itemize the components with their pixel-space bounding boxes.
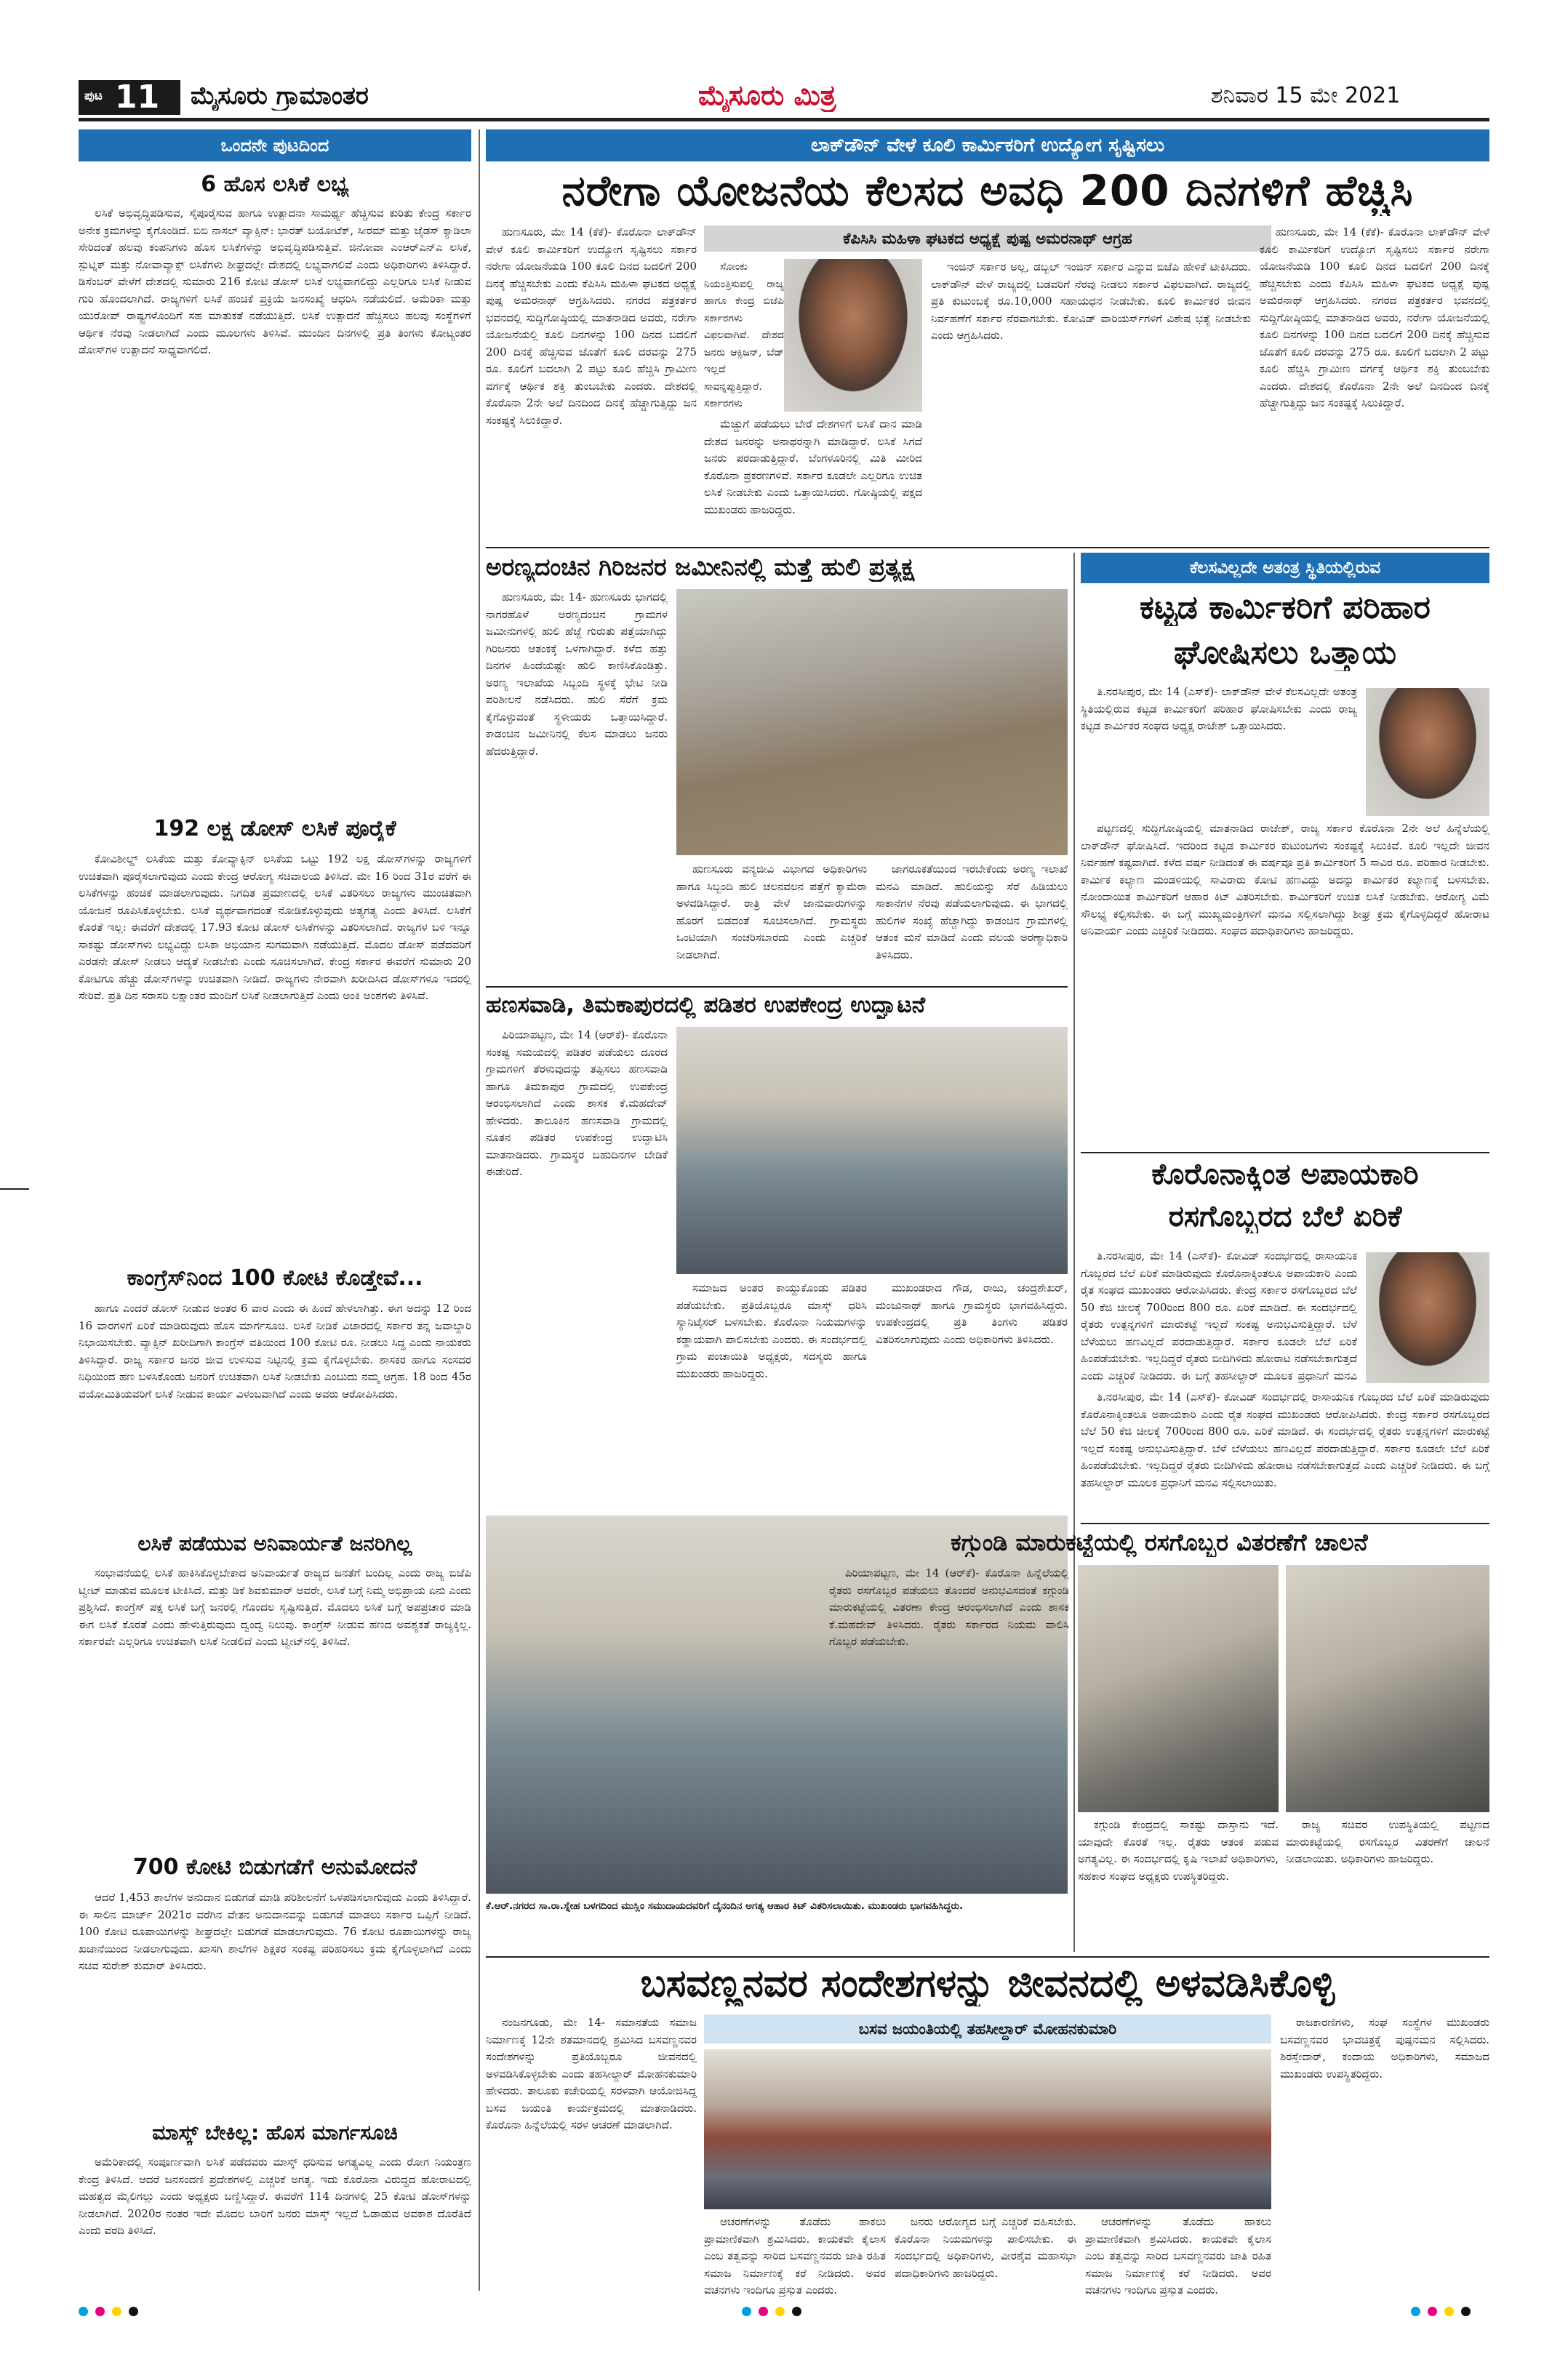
registration-marks-right <box>1411 2305 1491 2320</box>
narega-col-1 <box>486 224 697 543</box>
reg-dot-yellow <box>112 2307 121 2316</box>
tiger-paragraph-b: ಹುಣಸೂರು ವನ್ಯಜೀವಿ ವಿಭಾಗದ ಅಧಿಕಾರಿಗಳು ಹಾಗೂ ಸಿಬ್ಬಂದಿ ಹುಲಿ ಚಲನವಲನ ಪತ್ತೆಗೆ ಕ್ಯಾಮೆರಾ ಅಳವಡಿಸಿದ್ದಾರೆ. ರಾತ್ರಿ ವೇಳೆ ಜಾನುವಾರುಗಳನ್ನು ಹೊರಗೆ ಬಿಡದಂತೆ ಸೂಚಿಸಲಾಗಿದೆ. ಗ್ರಾಮಸ್ಥರು ಒಂಟಿಯಾಗಿ ಸಂಚರಿಸಬಾರದು ಎಂದು ಎಚ್ಚರಿಕೆ ನೀಡಲಾಗಿದೆ. <box>676 862 867 961</box>
left-paragraph-4: ಸಂಭಾವನೆಯಲ್ಲಿ ಲಸಿಕೆ ಹಾಕಿಸಿಕೊಳ್ಳಬೇಕಾದ ಅನಿವಾರ್ಯತೆ ರಾಜ್ಯದ ಜನತೆಗೆ ಬಂದಿಲ್ಲ ಎಂದು ರಾಜ್ಯ ಬಿಜೆಪಿ ಟ್ವೀಟ್ ಮಾಡುವ ಮೂಲಕ ಟೀಕಿಸಿದೆ. ಮತ್ತು ಡಿಕೆ ಶಿವಕುಮಾರ್ ಅವರೇ, ಲಸಿಕೆ ಬಗ್ಗೆ ನಿಮ್ಮ ಅಭಿಪ್ರಾಯ ಏನು ಎಂದು ಪ್ರಶ್ನಿಸಿದೆ. ಕಾಂಗ್ರೆಸ್ ಪಕ್ಷ ಲಸಿಕೆ ಬಗ್ಗೆ ಜನರಲ್ಲಿ ಗೊಂದಲ ಸೃಷ್ಟಿಸುತ್ತಿದೆ. ಮೊದಲು ಲಸಿಕೆ ಬಗ್ಗೆ ಅಪಪ್ರಚಾರ ಮಾಡಿ ಈಗ ಲಸಿಕೆ ಕೊರತೆ ಎಂದು ಹೇಳುತ್ತಿರುವುದು ದ್ವಂದ್ವ ನಿಲುವು. ಕಾಂಗ್ರೆಸ್ ನೀಡುವ ಹಣದ ಅವಶ್ಯಕತೆ ರಾಜ್ಯಕ್ಕಿಲ್ಲ. ಸರ್ಕಾರವೇ ಎಲ್ಲರಿಗೂ ಉಚಿತವಾಗಿ ಲಸಿಕೆ ನೀಡಲಿದೆ ಎಂದು ಟ್ವೀಟ್‌ನಲ್ಲಿ ತಿಳಿಸಿದೆ. <box>79 1566 471 1648</box>
fertilizer-headline-2: ರಸಗೊಬ್ಬರದ ಬೆಲೆ ಏರಿಕೆ <box>1168 1200 1402 1233</box>
ration-paragraph-b: ಸಮಾಜದ ಅಂತರ ಕಾಯ್ದುಕೊಂಡು ಪಡಿತರ ಪಡೆಯಬೇಕು. ಪ್ರತಿಯೊಬ್ಬರೂ ಮಾಸ್ಕ್ ಧರಿಸಿ ಸ್ಯಾನಿಟೈಸರ್ ಬಳಸಬೇಕು. ಕೊರೊನಾ ನಿಯಮಗಳನ್ನು ಕಡ್ಡಾಯವಾಗಿ ಪಾಲಿಸಬೇಕು ಎಂದರು. ಈ ಸಂದರ್ಭದಲ್ಲಿ ಗ್ರಾಮ ಪಂಚಾಯಿತಿ ಅಧ್ಯಕ್ಷರು, ಸದಸ್ಯರು ಹಾಗೂ ಮುಖಂಡರು ಹಾಜರಿದ್ದರು. <box>676 1281 867 1380</box>
registration-marks-left <box>79 2305 224 2320</box>
workers-lead-paragraph: ತಿ.ನರಸೀಪುರ, ಮೇ 14 (ಎಸ್‌ಕೆ)- ಲಾಕ್‌ಡೌನ್ ವೇಳೆ ಕೆಲಸವಿಲ್ಲದೇ ಅತಂತ್ರ ಸ್ಥಿತಿಯಲ್ಲಿರುವ ಕಟ್ಟಡ ಕಾರ್ಮಿಕರಿಗೆ ಪರಿಹಾರ ಘೋಷಿಸಬೇಕು ಎಂದು ರಾಜ್ಯ ಕಟ್ಟಡ ಕಾರ್ಮಿಕರ ಸಂಘದ ಅಧ್ಯಕ್ಷ ರಾಜೇಶ್ ಒತ್ತಾಯಿಸಿದರು. <box>1081 685 1357 732</box>
basava-paragraph-a: ನಂಜನಗೂಡು, ಮೇ 14- ಸಮಾನತೆಯ ಸಮಾಜ ನಿರ್ಮಾಣಕ್ಕೆ 12ನೇ ಶತಮಾನದಲ್ಲಿ ಶ್ರಮಿಸಿದ ಬಸವಣ್ಣನವರ ಸಂದೇಶಗಳನ್ನು ಪ್ರತಿಯೊಬ್ಬರೂ ಜೀವನದಲ್ಲಿ ಅಳವಡಿಸಿಕೊಳ್ಳಬೇಕು ಎಂದು ತಹಸೀಲ್ದಾರ್ ಮೋಹನಕುಮಾರಿ ಹೇಳಿದರು. ತಾಲೂಕು ಕಚೇರಿಯಲ್ಲಿ ಸರಳವಾಗಿ ಆಯೋಜಿಸಿದ್ದ ಬಸವ ಜಯಂತಿ ಕಾರ್ಯಕ್ರಮದಲ್ಲಿ ಮಾತನಾಡಿದರು. ಕೊರೊನಾ ಹಿನ್ನೆಲೆಯಲ್ಲಿ ಸರಳ ಆಚರಣೆ ಮಾಡಲಾಗಿದೆ. <box>486 2016 697 2131</box>
crop-mark-left <box>0 1188 29 1190</box>
story-narega <box>486 129 1489 544</box>
workers-headline-2: ಘೋಷಿಸಲು ಒತ್ತಾಯ <box>1174 634 1396 671</box>
basava-event-photo <box>704 2049 1271 2209</box>
story-tiger <box>486 553 1068 982</box>
issue-date: ಶನಿವಾರ 15 ಮೇ 2021 <box>1211 83 1401 108</box>
market-paragraph-a: ಪಿರಿಯಾಪಟ್ಟಣ, ಮೇ 14 (ಆರ್‌ಕೆ)- ಕೊರೊನಾ ಹಿನ್ನೆಲೆಯಲ್ಲಿ ರೈತರು ರಸಗೊಬ್ಬರ ಪಡೆಯಲು ತೊಂದರೆ ಅನುಭವಿಸದಂತೆ ಕಗ್ಗುಂಡಿ ಮಾರುಕಟ್ಟೆಯಲ್ಲಿ ವಿತರಣಾ ಕೇಂದ್ರ ಆರಂಭಿಸಲಾಗಿದೆ ಎಂದು ಶಾಸಕ ಕೆ.ಮಹದೇವ್ ತಿಳಿಸಿದರು. ರೈತರು ಸರ್ಕಾರದ ನಿಯಮ ಪಾಲಿಸಿ ಗೊಬ್ಬರ ಪಡೆಯಬೇಕು. <box>829 1566 1069 1648</box>
market-col-a <box>829 1565 1069 1952</box>
ration-headline: ಹಣಸವಾಡಿ, ತಿಮಕಾಪುರದಲ್ಲಿ ಪಡಿತರ ಉಪಕೇಂದ್ರ ಉದ್ಘಾಟನೆ <box>486 992 926 1018</box>
story-fertilizer <box>1081 1158 1489 1521</box>
left-paragraph-3: ಹಾಗೂ ಎಂದರೆ ಡೋಸ್ ನೀಡುವ ಅಂತರ 6 ವಾರ ಎಂದು ಈ ಹಿಂದೆ ಹೇಳಲಾಗಿತ್ತು. ಈಗ ಅದನ್ನು 12 ರಿಂದ 16 ವಾರಗಳಿಗೆ ಏರಿಕೆ ಮಾಡಿರುವುದು ಹೊಸ ಮಾರ್ಗಸೂಚಿ. ಲಸಿಕೆ ನೀಡಿಕೆ ವಿಚಾರದಲ್ಲಿ ಸರ್ಕಾರ ತನ್ನ ಜವಾಬ್ದಾರಿ ನಿಭಾಯಿಸಬೇಕು. ವ್ಯಾಕ್ಸಿನ್ ಖರೀದಿಗಾಗಿ ಕಾಂಗ್ರೆಸ್ ವತಿಯಿಂದ 100 ಕೋಟಿ ರೂ. ನೀಡಲು ಸಿದ್ಧ ಎಂದು ನಾಯಕರು ತಿಳಿಸಿದ್ದಾರೆ. ರಾಜ್ಯ ಸರ್ಕಾರ ಜನರ ಜೀವ ಉಳಿಸುವ ನಿಟ್ಟಿನಲ್ಲಿ ಕ್ರಮ ಕೈಗೊಳ್ಳಬೇಕು. ಶಾಸಕರ ಹಾಗೂ ಸಂಸದರ ನಿಧಿಯಿಂದ ಹಣ ಬಳಸಿಕೊಂಡು ಜನರಿಗೆ ಉಚಿತವಾಗಿ ಲಸಿಕೆ ನೀಡಬೇಕು ಎಂಬುದು ನಮ್ಮ ಆಗ್ರಹ. 18 ರಿಂದ 45ರ ವಯೋಮಿತಿಯವರಿಗೆ ಲಸಿಕೆ ನೀಡುವ ಕಾರ್ಯ ವಿಳಂಬವಾಗಿದೆ ಎಂದು ಅವರು ಆರೋಪಿಸಿದರು. <box>79 1302 471 1401</box>
left-column <box>79 129 471 2291</box>
basava-paragraph-d: ರಾಜಕಾರಣಿಗಳು, ಸಂಘ ಸಂಸ್ಥೆಗಳ ಮುಖಂಡರು ಬಸವಣ್ಣನವರ ಭಾವಚಿತ್ರಕ್ಕೆ ಪುಷ್ಪನಮನ ಸಲ್ಲಿಸಿದರು. ಶಿರಸ್ತೇದಾರ್, ಕಂದಾಯ ಅಧಿಕಾರಿಗಳು, ಸಮಾಜದ ಮುಖಂಡರು ಉಪಸ್ಥಿತರಿದ್ದರು. <box>1280 2016 1489 2081</box>
reg-dot-black-3 <box>1461 2307 1471 2316</box>
reg-dot-magenta <box>95 2307 105 2316</box>
reg-dot-magenta-2 <box>759 2307 768 2316</box>
narega-subhead-text: ಕೆಪಿಸಿಸಿ ಮಹಿಳಾ ಘಟಕದ ಅಧ್ಯಕ್ಷೆ ಪುಷ್ಪ ಅಮರನಾಥ್ ಆಗ್ರಹ <box>843 230 1132 247</box>
left-paragraph-5: ಆದರೆ 1,453 ಶಾಲೆಗಳ ಅನುದಾನ ಬಿಡುಗಡೆ ಮಾಡಿ ಪರಿಶೀಲನೆಗೆ ಒಳಪಡಿಸಲಾಗುವುದು ಎಂದು ತಿಳಿಸಿದ್ದಾರೆ. ಈ ಸಾಲಿನ ಮಾರ್ಚ್ 2021ರ ವರೆಗಿನ ವೇತನ ಅನುದಾನವನ್ನು ಬಿಡುಗಡೆ ಮಾಡಲು ಸರ್ಕಾರ ಒಪ್ಪಿಗೆ ನೀಡಿದೆ. 100 ಕೋಟಿ ರೂಪಾಯಿಗಳನ್ನು ಶೀಘ್ರದಲ್ಲೇ ಬಿಡುಗಡೆ ಮಾಡಲಾಗುವುದು. 76 ಕೋಟಿ ರೂಪಾಯಿಗಳನ್ನು ರಾಜ್ಯ ಖಜಾನೆಯಿಂದ ನೀಡಲಾಗುವುದು. ಖಾಸಗಿ ಶಾಲೆಗಳ ಶಿಕ್ಷಕರ ಸಂಕಷ್ಟ ಪರಿಹರಿಸಲು ಕ್ರಮ ಕೈಗೊಳ್ಳಲಾಗಿದೆ ಎಂದು ಸಚಿವ ಸುರೇಶ್ ಕುಮಾರ್ ತಿಳಿಸಿದರು. <box>79 1891 471 1972</box>
masthead <box>0 0 1568 116</box>
registration-marks-center <box>742 2305 887 2320</box>
basava-headline: ಬಸವಣ್ಣನವರ ಸಂದೇಶಗಳನ್ನು ಜೀವನದಲ್ಲಿ ಅಳವಡಿಸಿಕೊಳ್ಳಿ <box>640 1962 1335 2006</box>
market-photo-2 <box>1286 1565 1489 1812</box>
narega-paragraph-2: ಸೋಂಕು ನಿಯಂತ್ರಿಸುವಲ್ಲಿ ರಾಜ್ಯ ಹಾಗೂ ಕೇಂದ್ರ ಬಿಜೆಪಿ ಸರ್ಕಾರಗಳು ವಿಫಲವಾಗಿವೆ. ದೇಶದ ಜನರು ಆಕ್ಸಿಜನ್, ಬೆಡ್ ಇಲ್ಲದೆ ಸಾವನ್ನಪ್ಪುತ್ತಿದ್ದಾರೆ. ಸರ್ಕಾರಗಳು <box>704 261 784 409</box>
basava-paragraph-b: ಆಚರಣೆಗಳನ್ನು ತೊಡೆದು ಹಾಕಲು ಪ್ರಾಮಾಣಿಕವಾಗಿ ಶ್ರಮಿಸಿದರು. ಕಾಯಕವೇ ಕೈಲಾಸ ಎಂಬ ತತ್ವವನ್ನು ಸಾರಿದ ಬಸವಣ್ಣನವರು ಜಾತಿ ರಹಿತ ಸಮಾಜ ನಿರ್ಮಾಣಕ್ಕೆ ಕರೆ ನೀಡಿದರು. ಅವರ ವಚನಗಳು ಇಂದಿಗೂ ಪ್ರಸ್ತುತ ಎಂದರು. <box>704 2215 886 2297</box>
reg-dot-yellow-2 <box>775 2307 785 2316</box>
reg-dot-magenta-3 <box>1428 2307 1437 2316</box>
narega-col-4 <box>1260 224 1489 543</box>
basava-col-c2 <box>1085 2214 1271 2297</box>
basava-col-c <box>895 2214 1076 2297</box>
narega-subhead <box>704 225 1271 252</box>
market-photo-1 <box>1078 1565 1279 1812</box>
narega-col-2b <box>704 416 922 543</box>
narega-paragraph-2b: ಮೆಚ್ಚುಗೆ ಪಡೆಯಲು ಬೇರೆ ದೇಶಗಳಿಗೆ ಲಸಿಕೆ ದಾನ ಮಾಡಿ ದೇಶದ ಜನರನ್ನು ಅನಾಥರನ್ನಾಗಿ ಮಾಡಿದ್ದಾರೆ. ಲಸಿಕೆ ಸಿಗದೆ ಜನರು ಪರದಾಡುತ್ತಿದ್ದಾರೆ. ಬೆಂಗಳೂರಿನಲ್ಲಿ ಮಿತಿ ಮೀರಿದ ಕೊರೊನಾ ಪ್ರಕರಣಗಳಿವೆ. ಸರ್ಕಾರ ಕೂಡಲೇ ಎಲ್ಲರಿಗೂ ಉಚಿತ ಲಸಿಕೆ ನೀಡಬೇಕು ಎಂದು ಒತ್ತಾಯಿಸಿದರು. ಗೋಷ್ಠಿಯಲ್ಲಿ ಪಕ್ಷದ ಮುಖಂಡರು ಹಾಜರಿದ್ದರು. <box>704 417 922 516</box>
market-headline: ಕಗ್ಗುಂಡಿ ಮಾರುಕಟ್ಟೆಯಲ್ಲಿ ರಸಗೊಬ್ಬರ ವಿತರಣೆಗೆ ಚಾಲನೆ <box>951 1529 1368 1556</box>
narega-kicker-text: ಲಾಕ್‌ಡೌನ್ ವೇಳೆ ಕೂಲಿ ಕಾರ್ಮಿಕರಿಗೆ ಉದ್ಯೋಗ ಸೃಷ್ಟಿಸಲು <box>810 135 1165 156</box>
tiger-col-b <box>676 861 867 982</box>
workers-body <box>1081 820 1489 1149</box>
section-name: ಮೈಸೂರು ಗ್ರಾಮಾಂತರ <box>191 81 369 111</box>
workers-portrait-photo <box>1366 688 1489 816</box>
tiger-bottom-rule <box>486 986 1068 988</box>
tiger-paragraph-a: ಹುಣಸೂರು, ಮೇ 14- ಹುಣಸೂರು ಭಾಗದಲ್ಲಿ ನಾಗರಹೊಳೆ ಅರಣ್ಯದಂಚಿನ ಗ್ರಾಮಗಳ ಜಮೀನುಗಳಲ್ಲಿ ಹುಲಿ ಹೆಜ್ಜೆ ಗುರುತು ಪತ್ತೆಯಾಗಿದ್ದು ಗಿರಿಜನರು ಆತಂಕಕ್ಕೆ ಒಳಗಾಗಿದ್ದಾರೆ. ಕಳೆದ ಹತ್ತು ದಿನಗಳ ಹಿಂದೆಯಷ್ಟೇ ಹುಲಿ ಕಾಣಿಸಿಕೊಂಡಿತ್ತು. ಅರಣ್ಯ ಇಲಾಖೆಯ ಸಿಬ್ಬಂದಿ ಸ್ಥಳಕ್ಕೆ ಭೇಟಿ ನೀಡಿ ಪರಿಶೀಲನೆ ನಡೆಸಿದರು. ಹುಲಿ ಸೆರೆಗೆ ಕ್ರಮ ಕೈಗೊಳ್ಳುವಂತೆ ಸ್ಥಳೀಯರು ಒತ್ತಾಯಿಸಿದ್ದಾರೆ. ಕಾಡಂಚಿನ ಜಮೀನಿನಲ್ಲಿ ಕೆಲಸ ಮಾಡಲು ಜನರು ಹೆದರುತ್ತಿದ್ದಾರೆ. <box>486 590 668 758</box>
workers-lead <box>1081 684 1357 814</box>
narega-col-3 <box>931 259 1251 543</box>
left-text-5 <box>79 1889 471 2115</box>
narega-paragraph-4: ಹುಣಸೂರು, ಮೇ 14 (ಕೆಕೆ)- ಕೊರೊನಾ ಲಾಕ್‌ಡೌನ್ ವೇಳೆ ಕೂಲಿ ಕಾರ್ಮಿಕರಿಗೆ ಉದ್ಯೋಗ ಸೃಷ್ಟಿಸಲು ಸರ್ಕಾರ ನರೇಗಾ ಯೋಜನೆಯಡಿ 100 ಕೂಲಿ ದಿನದ ಬದಲಿಗೆ 200 ದಿನಕ್ಕೆ ಹೆಚ್ಚಿಸಬೇಕು ಎಂದು ಕೆಪಿಸಿಸಿ ಮಹಿಳಾ ಘಟಕದ ಅಧ್ಯಕ್ಷೆ ಪುಷ್ಪ ಅಮರನಾಥ್ ಆಗ್ರಹಿಸಿದರು. ನಗರದ ಪತ್ರಕರ್ತರ ಭವನದಲ್ಲಿ ಸುದ್ದಿಗೋಷ್ಠಿಯಲ್ಲಿ ಮಾತನಾಡಿದ ಅವರು, ನರೇಗಾ ಯೋಜನೆಯಲ್ಲಿ ಕೂಲಿ ದಿನಗಳನ್ನು 100 ದಿನದ ಬದಲಿಗೆ 200 ದಿನಕ್ಕೆ ಹೆಚ್ಚಿಸುವ ಜೊತೆಗೆ ಕೂಲಿ ದರವನ್ನು 275 ರೂ. ಕೂಲಿಗೆ ಬದಲಾಗಿ 2 ಪಟ್ಟು ಕೂಲಿ ಹೆಚ್ಚಿಸಿ ಗ್ರಾಮೀಣ ವರ್ಗಕ್ಕೆ ಆರ್ಥಿಕ ಶಕ್ತಿ ತುಂಬಬೇಕು ಎಂದರು. ದೇಶದಲ್ಲಿ ಕೊರೊನಾ 2ನೇ ಅಲೆ ದಿನದಿಂದ ದಿನಕ್ಕೆ ಹೆಚ್ಚಾಗುತ್ತಿದ್ದು ಜನ ಸಂಕಷ್ಟಕ್ಕೆ ಸಿಲುಕಿದ್ದಾರೆ. <box>1260 225 1489 409</box>
fertilizer-paragraph: ತಿ.ನರಸೀಪುರ, ಮೇ 14 (ಎಸ್‌ಕೆ)- ಕೋವಿಡ್ ಸಂದರ್ಭದಲ್ಲಿ ರಾಸಾಯನಿಕ ಗೊಬ್ಬರದ ಬೆಲೆ ಏರಿಕೆ ಮಾಡಿರುವುದು ಕೊರೊನಾಕ್ಕಿಂತಲೂ ಅಪಾಯಕಾರಿ ಎಂದು ರೈತ ಸಂಘದ ಮುಖಂಡರು ಆರೋಪಿಸಿದರು. ಕೇಂದ್ರ ಸರ್ಕಾರ ರಸಗೊಬ್ಬರದ ಬೆಲೆ 50 ಕೆಜಿ ಚೀಲಕ್ಕೆ 700ರಿಂದ 800 ರೂ. ಏರಿಕೆ ಮಾಡಿದೆ. ಈ ಸಂದರ್ಭದಲ್ಲಿ ರೈತರು ಉತ್ಪನ್ನಗಳಿಗೆ ಮಾರುಕಟ್ಟೆ ಇಲ್ಲದೆ ಸಂಕಷ್ಟ ಅನುಭವಿಸುತ್ತಿದ್ದಾರೆ. ಬೆಳೆ ಬೆಳೆಯಲು ಹಣವಿಲ್ಲದೆ ಪರದಾಡುತ್ತಿದ್ದಾರೆ. ಸರ್ಕಾರ ಕೂಡಲೇ ಬೆಲೆ ಏರಿಕೆ ಹಿಂಪಡೆಯಬೇಕು. ಇಲ್ಲದಿದ್ದರೆ ರೈತರು ಬೀದಿಗಿಳಿದು ಹೋರಾಟ ನಡೆಸಬೇಕಾಗುತ್ತದೆ ಎಂದು ಎಚ್ಚರಿಕೆ ನೀಡಿದರು. ಈ ಬಗ್ಗೆ ತಹಸೀಲ್ದಾರ್ ಮೂಲಕ ಪ್ರಧಾನಿಗೆ ಮನವಿ <box>1081 1249 1357 1382</box>
story-workers <box>1081 553 1489 1149</box>
reg-dot-cyan-2 <box>742 2307 751 2316</box>
fertilizer-portrait-photo <box>1366 1252 1489 1383</box>
ration-event-photo <box>676 1027 1068 1274</box>
ration-col-a <box>486 1027 668 1434</box>
fertilizer-body-a <box>1081 1248 1357 1386</box>
ration-paragraph-a: ಪಿರಿಯಾಪಟ್ಟಣ, ಮೇ 14 (ಆರ್‌ಕೆ)- ಕೊರೊನಾ ಸಂಕಷ್ಟ ಸಮಯದಲ್ಲಿ ಪಡಿತರ ಪಡೆಯಲು ದೂರದ ಗ್ರಾಮಗಳಿಗೆ ತೆರಳುವುದನ್ನು ತಪ್ಪಿಸಲು ಹಣಸವಾಡಿ ಹಾಗೂ ತಿಮಕಾಪುರ ಗ್ರಾಮದಲ್ಲಿ ಉಪಕೇಂದ್ರ ಆರಂಭಿಸಲಾಗಿದೆ ಎಂದು ಶಾಸಕ ಕೆ.ಮಹದೇವ್ ಹೇಳಿದರು. ತಾಲೂಕಿನ ಹಣಸವಾಡಿ ಗ್ರಾಮದಲ್ಲಿ ನೂತನ ಪಡಿತರ ಉಪಕೇಂದ್ರ ಉದ್ಘಾಟಿಸಿ ಮಾತನಾಡಿದರು. ಗ್ರಾಮಸ್ಥರ ಬಹುದಿನಗಳ ಬೇಡಿಕೆ ಈಡೇರಿದೆ. <box>486 1028 668 1178</box>
market-caption-text: ರಾಜ್ಯ ಸಚಿವರ ಉಪಸ್ಥಿತಿಯಲ್ಲಿ ಪಟ್ಟಣದ ಮಾರುಕಟ್ಟೆಯಲ್ಲಿ ರಸಗೊಬ್ಬರ ವಿತರಣೆಗೆ ಚಾಲನೆ ನೀಡಲಾಯಿತು. ಅಧಿಕಾರಿಗಳು ಹಾಜರಿದ್ದರು. <box>1286 1818 1489 1865</box>
basava-col-a <box>486 2014 697 2297</box>
workers-kicker-text: ಕೆಲಸವಿಲ್ಲದೇ ಅತಂತ್ರ ಸ್ಥಿತಿಯಲ್ಲಿರುವ <box>1189 559 1381 577</box>
left-text-6 <box>79 2154 471 2289</box>
market-caption <box>1286 1817 1489 1952</box>
masthead-rule <box>79 118 1489 121</box>
reg-dot-black-2 <box>792 2307 801 2316</box>
ration-paragraph-c: ಮುಖಂಡರಾದ ಗೌಡ, ರಾಜು, ಚಂದ್ರಶೇಖರ್, ಮಂಜುನಾಥ್ ಹಾಗೂ ಗ್ರಾಮಸ್ಥರು ಭಾಗವಹಿಸಿದ್ದರು. ಉಪಕೇಂದ್ರದಲ್ಲಿ ಪ್ರತಿ ತಿಂಗಳು ಪಡಿತರ ವಿತರಿಸಲಾಗುವುದು ಎಂದು ಅಧಿಕಾರಿಗಳು ತಿಳಿಸಿದರು. <box>876 1281 1068 1346</box>
left-headline-1: 6 ಹೊಸ ಲಸಿಕೆ ಲಭ್ಯ <box>201 172 349 197</box>
newspaper-logo: ಮೈಸೂರು ಮಿತ್ರ <box>698 79 836 111</box>
narega-headline: ನರೇಗಾ ಯೋಜನೆಯ ಕೆಲಸದ ಅವಧಿ 200 ದಿನಗಳಿಗೆ ಹೆಚ್ಚಿಸಿ <box>561 166 1414 215</box>
basava-subhead <box>704 2014 1271 2043</box>
tiger-col-c <box>876 861 1068 982</box>
tiger-field-photo <box>676 589 1068 855</box>
workers-headline-1: ಕಟ್ಟಡ ಕಾರ್ಮಿಕರಿಗೆ ಪರಿಹಾರ <box>1140 589 1431 626</box>
narega-col-2 <box>704 259 784 412</box>
fertilizer-headline-1: ಕೊರೊನಾಕ್ಕಿಂತ ಅಪಾಯಕಾರಿ <box>1151 1158 1419 1191</box>
basava-paragraph-c2: ಆಚರಣೆಗಳನ್ನು ತೊಡೆದು ಹಾಕಲು ಪ್ರಾಮಾಣಿಕವಾಗಿ ಶ್ರಮಿಸಿದರು. ಕಾಯಕವೇ ಕೈಲಾಸ ಎಂಬ ತತ್ವವನ್ನು ಸಾರಿದ ಬಸವಣ್ಣನವರು ಜಾತಿ ರಹಿತ ಸಮಾಜ ನಿರ್ಮಾಣಕ್ಕೆ ಕರೆ ನೀಡಿದರು. ಅವರ ವಚನಗಳು ಇಂದಿಗೂ ಪ್ರಸ್ತುತ ಎಂದರು. <box>1085 2215 1271 2297</box>
narega-paragraph-3: ಇಂಜಿನ್ ಸರ್ಕಾರ ಅಲ್ಲ, ಡಬ್ಬಲ್ ಇಂಜಿನ್ ಸರ್ಕಾರ ಎನ್ನುವ ಬಿಜೆಪಿ ಹೇಳಿಕೆ ಟೀಕಿಸಿದರು. ಲಾಕ್‌ಡೌನ್ ವೇಳೆ ರಾಜ್ಯದಲ್ಲಿ ಬಡವರಿಗೆ ನೆರವು ನೀಡಲು ಸರ್ಕಾರ ವಿಫಲವಾಗಿದೆ. ರಾಜ್ಯದಲ್ಲಿ ಪ್ರತಿ ಕುಟುಂಬಕ್ಕೆ ರೂ.10,000 ಸಹಾಯಧನ ನೀಡಬೇಕು. ಕೂಲಿ ಕಾರ್ಮಿಕರ ಜೀವನ ನಿರ್ವಹಣೆಗೆ ಸರ್ಕಾರ ನೆರವಾಗಬೇಕು. ಕೋವಿಡ್ ವಾರಿಯರ್ಸ್‌ಗಳಿಗೆ ವಿಶೇಷ ಭತ್ಯೆ ನೀಡಬೇಕು ಎಂದು ಆಗ್ರಹಿಸಿದರು. <box>931 260 1251 342</box>
story-basava <box>486 1962 1489 2297</box>
basava-col-b <box>704 2214 886 2297</box>
left-headline-6: ಮಾಸ್ಕ್ ಬೇಕಿಲ್ಲ: ಹೊಸ ಮಾರ್ಗಸೂಚಿ <box>152 2121 398 2145</box>
fertilizer-paragraph-cont: ತಿ.ನರಸೀಪುರ, ಮೇ 14 (ಎಸ್‌ಕೆ)- ಕೋವಿಡ್ ಸಂದರ್ಭದಲ್ಲಿ ರಾಸಾಯನಿಕ ಗೊಬ್ಬರದ ಬೆಲೆ ಏರಿಕೆ ಮಾಡಿರುವುದು ಕೊರೊನಾಕ್ಕಿಂತಲೂ ಅಪಾಯಕಾರಿ ಎಂದು ರೈತ ಸಂಘದ ಮುಖಂಡರು ಆರೋಪಿಸಿದರು. ಕೇಂದ್ರ ಸರ್ಕಾರ ರಸಗೊಬ್ಬರದ ಬೆಲೆ 50 ಕೆಜಿ ಚೀಲಕ್ಕೆ 700ರಿಂದ 800 ರೂ. ಏರಿಕೆ ಮಾಡಿದೆ. ಈ ಸಂದರ್ಭದಲ್ಲಿ ರೈತರು ಉತ್ಪನ್ನಗಳಿಗೆ ಮಾರುಕಟ್ಟೆ ಇಲ್ಲದೆ ಸಂಕಷ್ಟ ಅನುಭವಿಸುತ್ತಿದ್ದಾರೆ. ಬೆಳೆ ಬೆಳೆಯಲು ಹಣವಿಲ್ಲದೆ ಪರದಾಡುತ್ತಿದ್ದಾರೆ. ಸರ್ಕಾರ ಕೂಡಲೇ ಬೆಲೆ ಏರಿಕೆ ಹಿಂಪಡೆಯಬೇಕು. ಇಲ್ಲದಿದ್ದರೆ ರೈತರು ಬೀದಿಗಿಳಿದು ಹೋರಾಟ ನಡೆಸಬೇಕಾಗುತ್ತದೆ ಎಂದು ಎಚ್ಚರಿಕೆ ನೀಡಿದರು. ಈ ಬಗ್ಗೆ ತಹಸೀಲ್ದಾರ್ ಮೂಲಕ ಪ್ರಧಾನಿಗೆ ಮನವಿ ಸಲ್ಲಿಸಲಾಯಿತು. <box>1081 1390 1489 1489</box>
narega-portrait-photo <box>784 259 922 412</box>
ration-col-c <box>876 1280 1068 1513</box>
continued-banner <box>79 129 471 161</box>
continued-banner-text: ಒಂದನೇ ಪುಟದಿಂದ <box>220 135 329 156</box>
left-paragraph-1: ಲಸಿಕೆ ಅಭಿವೃದ್ಧಿಪಡಿಸುವ, ಸೈಪೂರೈಸುವ ಹಾಗೂ ಉತ್ಪಾದನಾ ಸಾಮರ್ಥ್ಯ ಹೆಚ್ಚಿಸುವ ಕುರಿತು ಕೇಂದ್ರ ಸರ್ಕಾರ ಅನೇಕ ಕ್ರಮಗಳನ್ನು ಕೈಗೊಂಡಿದೆ. ಬಿಬಿ ನಾಸಲ್ ವ್ಯಾಕ್ಸಿನ್: ಭಾರತ್ ಬಯೋಟೆಕ್, ಸೀರಮ್ ಮತ್ತು ಜೈಡಸ್ ಕ್ಯಾಡಿಲಾ ಸೇರಿದಂತೆ ಹಲವು ಕಂಪನಿಗಳು ಹೊಸ ಲಸಿಕೆಗಳನ್ನು ಅಭಿವೃದ್ಧಿಪಡಿಸುತ್ತಿವೆ. ಜಿನೋವಾ ಎಂಆರ್‌ಎನ್‌ಎ ಲಸಿಕೆ, ಸ್ಪುಟ್ನಿಕ್ ಮತ್ತು ನೋವಾವ್ಯಾಕ್ಸ್ ಲಸಿಕೆಗಳು ಶೀಘ್ರದಲ್ಲೇ ದೇಶದಲ್ಲಿ ಲಭ್ಯವಾಗಲಿವೆ ಎಂದು ಅಧಿಕಾರಿಗಳು ತಿಳಿಸಿದ್ದಾರೆ. ಡಿಸೆಂಬರ್ ವೇಳೆಗೆ ದೇಶದಲ್ಲಿ ಸುಮಾರು 216 ಕೋಟಿ ಡೋಸ್ ಲಸಿಕೆ ಲಭ್ಯವಾಗಲಿದ್ದು ಎಲ್ಲರಿಗೂ ಲಸಿಕೆ ನೀಡುವ ಗುರಿ ಹೊಂದಲಾಗಿದೆ. ರಾಜ್ಯಗಳಿಗೆ ಲಸಿಕೆ ಹಂಚಿಕೆ ಪ್ರಕ್ರಿಯೆ ಜನಸಂಖ್ಯೆ ಆಧರಿಸಿ ನಡೆಯಲಿದೆ. ಅಮೆರಿಕಾ ಮತ್ತು ಯುರೋಪ್ ರಾಷ್ಟ್ರಗಳೊಂದಿಗೆ ಸಹ ಮಾತುಕತೆ ನಡೆಯುತ್ತಿದೆ. ಲಸಿಕೆ ಉತ್ಪಾದನೆ ಹೆಚ್ಚಿಸಲು ಹಲವು ಸಂಸ್ಥೆಗಳಿಗೆ ಆರ್ಥಿಕ ನೆರವು ನೀಡಲಾಗಿದೆ ಎಂದು ಮೂಲಗಳು ತಿಳಿಸಿವೆ. ಮುಂದಿನ ದಿನಗಳಲ್ಲಿ ಪ್ರತಿ ತಿಂಗಳು ಕೋಟ್ಯಂತರ ಡೋಸ್‌ಗಳ ಉತ್ಪಾದನೆ ಸಾಧ್ಯವಾಗಲಿದೆ. <box>79 207 471 356</box>
tiger-headline: ಅರಣ್ಯದಂಚಿನ ಗಿರಿಜನರ ಜಮೀನಿನಲ್ಲಿ ಮತ್ತೆ ಹುಲಿ ಪ್ರತ್ಯಕ್ಷ <box>486 553 915 581</box>
ration-col-b <box>676 1280 867 1513</box>
narega-paragraph-1: ಹುಣಸೂರು, ಮೇ 14 (ಕೆಕೆ)- ಕೊರೊನಾ ಲಾಕ್‌ಡೌನ್ ವೇಳೆ ಕೂಲಿ ಕಾರ್ಮಿಕರಿಗೆ ಉದ್ಯೋಗ ಸೃಷ್ಟಿಸಲು ಸರ್ಕಾರ ನರೇಗಾ ಯೋಜನೆಯಡಿ 100 ಕೂಲಿ ದಿನದ ಬದಲಿಗೆ 200 ದಿನಕ್ಕೆ ಹೆಚ್ಚಿಸಬೇಕು ಎಂದು ಕೆಪಿಸಿಸಿ ಮಹಿಳಾ ಘಟಕದ ಅಧ್ಯಕ್ಷೆ ಪುಷ್ಪ ಅಮರನಾಥ್ ಆಗ್ರಹಿಸಿದರು. ನಗರದ ಪತ್ರಕರ್ತರ ಭವನದಲ್ಲಿ ಸುದ್ದಿಗೋಷ್ಠಿಯಲ್ಲಿ ಮಾತನಾಡಿದ ಅವರು, ನರೇಗಾ ಯೋಜನೆಯಲ್ಲಿ ಕೂಲಿ ದಿನಗಳನ್ನು 100 ದಿನದ ಬದಲಿಗೆ 200 ದಿನಕ್ಕೆ ಹೆಚ್ಚಿಸುವ ಜೊತೆಗೆ ಕೂಲಿ ದರವನ್ನು 275 ರೂ. ಕೂಲಿಗೆ ಬದಲಾಗಿ 2 ಪಟ್ಟು ಕೂಲಿ ಹೆಚ್ಚಿಸಿ ಗ್ರಾಮೀಣ ವರ್ಗಕ್ಕೆ ಆರ್ಥಿಕ ಶಕ್ತಿ ತುಂಬಬೇಕು ಎಂದರು. ದೇಶದಲ್ಲಿ ಕೊರೊನಾ 2ನೇ ಅಲೆ ದಿನದಿಂದ ದಿನಕ್ಕೆ ಹೆಚ್ಚಾಗುತ್ತಿದ್ದು ಜನ ಸಂಕಷ್ಟಕ್ಕೆ ಸಿಲುಕಿದ್ದಾರೆ. <box>486 225 697 427</box>
basava-paragraph-c: ಜನರು ಆರೋಗ್ಯದ ಬಗ್ಗೆ ಎಚ್ಚರಿಕೆ ವಹಿಸಬೇಕು. ಕೊರೊನಾ ನಿಯಮಗಳನ್ನು ಪಾಲಿಸಬೇಕು. ಈ ಸಂದರ್ಭದಲ್ಲಿ ಅಧಿಕಾರಿಗಳು, ವೀರಶೈವ ಮಹಾಸಭಾ ಪದಾಧಿಕಾರಿಗಳು ಹಾಜರಿದ್ದರು. <box>895 2215 1076 2280</box>
story-market <box>829 1529 1489 1952</box>
narega-kicker <box>486 129 1489 161</box>
reg-dot-cyan <box>79 2307 88 2316</box>
page-number: 11 <box>115 79 160 116</box>
left-headline-4: ಲಸಿಕೆ ಪಡೆಯುವ ಅನಿವಾರ್ಯತೆ ಜನರಿಗಿಲ್ಲ <box>137 1532 412 1556</box>
workers-bottom-rule <box>1081 1152 1489 1153</box>
narega-bottom-rule <box>486 547 1489 548</box>
left-headline-5: 700 ಕೋಟಿ ಬಿಡುಗಡೆಗೆ ಅನುಮೋದನೆ <box>132 1854 417 1880</box>
market-bottom-rule <box>486 1956 1489 1958</box>
page-label: ಪುಟ <box>84 89 103 103</box>
fertilizer-bottom-rule <box>1081 1523 1489 1524</box>
left-column-divider <box>479 129 480 2291</box>
food-kit-caption: ಕೆ.ಆರ್.ನಗರದ ಸಾ.ರಾ.ಸ್ನೇಹ ಬಳಗದಿಂದ ಮುಸ್ಲಿಂ ಸಮುದಾಯದವರಿಗೆ ದೈನಂದಿನ ಅಗತ್ಯ ಆಹಾರ ಕಿಟ್ ವಿತರಿಸಲಾಯಿತು. ಮುಖಂಡರು ಭಾಗವಹಿಸಿದ್ದರು. <box>486 1900 964 1912</box>
basava-col-d <box>1280 2014 1489 2297</box>
reg-dot-yellow-3 <box>1444 2307 1454 2316</box>
reg-dot-black <box>129 2307 138 2316</box>
left-headline-3: ಕಾಂಗ್ರೆಸ್‌ನಿಂದ 100 ಕೋಟಿ ಕೊಡ್ತೇವೆ... <box>127 1265 423 1291</box>
tiger-col-a <box>486 589 668 982</box>
basava-subhead-text: ಬಸವ ಜಯಂತಿಯಲ್ಲಿ ತಹಸೀಲ್ದಾರ್ ಮೋಹನಕುಮಾರಿ <box>858 2020 1117 2038</box>
left-headline-2: 192 ಲಕ್ಷ ಡೋಸ್ ಲಸಿಕೆ ಪೂರೈಕೆ <box>153 816 396 841</box>
workers-body-paragraph: ಪಟ್ಟಣದಲ್ಲಿ ಸುದ್ದಿಗೋಷ್ಠಿಯಲ್ಲಿ ಮಾತನಾಡಿದ ರಾಜೇಶ್, ರಾಜ್ಯ ಸರ್ಕಾರ ಕೊರೊನಾ 2ನೇ ಅಲೆ ಹಿನ್ನೆಲೆಯಲ್ಲಿ ಲಾಕ್‌ಡೌನ್ ಘೋಷಿಸಿದೆ. ಇದರಿಂದ ಕಟ್ಟಡ ಕಾರ್ಮಿಕರ ಕುಟುಂಬಗಳು ಸಂಕಷ್ಟಕ್ಕೆ ಸಿಲುಕಿವೆ. ಕೂಲಿ ಇಲ್ಲದೇ ಜೀವನ ನಿರ್ವಹಣೆ ಕಷ್ಟವಾಗಿದೆ. ಕಳೆದ ವರ್ಷ ನೀಡಿದಂತೆ ಈ ವರ್ಷವೂ ಪ್ರತಿ ಕಾರ್ಮಿಕರಿಗೆ 5 ಸಾವಿರ ರೂ. ಪರಿಹಾರ ನೀಡಬೇಕು. ಕಾರ್ಮಿಕ ಕಲ್ಯಾಣ ಮಂಡಳಿಯಲ್ಲಿ ಸಾವಿರಾರು ಕೋಟಿ ಹಣವಿದ್ದು ಅದನ್ನು ಕಾರ್ಮಿಕರ ಕಲ್ಯಾಣಕ್ಕೆ ಬಳಸಬೇಕು. ನೋಂದಾಯಿತ ಕಾರ್ಮಿಕರಿಗೆ ಆಹಾರ ಕಿಟ್ ವಿತರಿಸಬೇಕು. ಕಾರ್ಮಿಕರಿಗೆ ಉಚಿತ ಲಸಿಕೆ ನೀಡಬೇಕು. ಆರೋಗ್ಯ ವಿಮೆ ಸೌಲಭ್ಯ ಕಲ್ಪಿಸಬೇಕು. ಈ ಬಗ್ಗೆ ಮುಖ್ಯಮಂತ್ರಿಗಳಿಗೆ ಮನವಿ ಸಲ್ಲಿಸಲಾಗಿದ್ದು ಶೀಘ್ರ ಕ್ರಮ ಕೈಗೊಳ್ಳದಿದ್ದರೆ ಹೋರಾಟ ಅನಿವಾರ್ಯ ಎಂದು ಎಚ್ಚರಿಕೆ ನೀಡಿದರು. ಸಂಘದ ಪದಾಧಿಕಾರಿಗಳು ಹಾಜರಿದ್ದರು. <box>1081 822 1489 937</box>
left-paragraph-6: ಅಮೆರಿಕಾದಲ್ಲಿ ಸಂಪೂರ್ಣವಾಗಿ ಲಸಿಕೆ ಪಡೆದವರು ಮಾಸ್ಕ್ ಧರಿಸುವ ಅಗತ್ಯವಿಲ್ಲ ಎಂದು ರೋಗ ನಿಯಂತ್ರಣ ಕೇಂದ್ರ ತಿಳಿಸಿದೆ. ಆದರೆ ಜನಸಂದಣಿ ಪ್ರದೇಶಗಳಲ್ಲಿ ಎಚ್ಚರಿಕೆ ಅಗತ್ಯ. ಇದು ಕೊರೊನಾ ವಿರುದ್ಧದ ಹೋರಾಟದಲ್ಲಿ ಮಹತ್ವದ ಮೈಲಿಗಲ್ಲು ಎಂದು ಅಧ್ಯಕ್ಷರು ಬಣ್ಣಿಸಿದ್ದಾರೆ. ಈವರೆಗೆ 114 ದಿನಗಳಲ್ಲಿ 25 ಕೋಟಿ ಡೋಸ್‌ಗಳನ್ನು ನೀಡಲಾಗಿದೆ. 2020ರ ನಂತರ ಇದೇ ಮೊದಲ ಬಾರಿಗೆ ಜನರು ಮಾಸ್ಕ್ ಇಲ್ಲದೆ ಓಡಾಡುವ ಅವಕಾಶ ದೊರೆತಿದೆ ಎಂದು ವರದಿ ತಿಳಿಸಿದೆ. <box>79 2155 471 2237</box>
left-text-1 <box>79 205 471 810</box>
page-number-badge <box>79 80 180 115</box>
market-paragraph-b: ಕಗ್ಗುಂಡಿ ಕೇಂದ್ರದಲ್ಲಿ ಸಾಕಷ್ಟು ದಾಸ್ತಾನು ಇದೆ. ಯಾವುದೇ ಕೊರತೆ ಇಲ್ಲ. ರೈತರು ಆತಂಕ ಪಡುವ ಅಗತ್ಯವಿಲ್ಲ. ಈ ಸಂದರ್ಭದಲ್ಲಿ ಕೃಷಿ ಇಲಾಖೆ ಅಧಿಕಾರಿಗಳು, ಸಹಕಾರ ಸಂಘದ ಅಧ್ಯಕ್ಷರು ಉಪಸ್ಥಿತರಿದ್ದರು. <box>1078 1818 1279 1883</box>
tiger-paragraph-c: ಜಾಗರೂಕತೆಯಿಂದ ಇರಬೇಕೆಂದು ಅರಣ್ಯ ಇಲಾಖೆ ಮನವಿ ಮಾಡಿದೆ. ಹುಲಿಯನ್ನು ಸೆರೆ ಹಿಡಿಯಲು ಸಾಕಾನೆಗಳ ನೆರವು ಪಡೆಯಲಾಗುವುದು. ಈ ಭಾಗದಲ್ಲಿ ಹುಲಿಗಳ ಸಂಖ್ಯೆ ಹೆಚ್ಚಾಗಿದ್ದು ಕಾಡಂಚಿನ ಗ್ರಾಮಗಳಲ್ಲಿ ಆತಂಕ ಮನೆ ಮಾಡಿದೆ ಎಂದು ವಲಯ ಅರಣ್ಯಾಧಿಕಾರಿ ತಿಳಿಸಿದರು. <box>876 862 1068 961</box>
left-text-3 <box>79 1300 471 1526</box>
left-text-2 <box>79 851 471 1260</box>
market-col-b <box>1078 1817 1279 1952</box>
fertilizer-body-b <box>1081 1389 1489 1521</box>
left-paragraph-2: ಕೋವಿಶೀಲ್ಡ್ ಲಸಿಕೆಯ ಮತ್ತು ಕೋವ್ಯಾಕ್ಸಿನ್ ಲಸಿಕೆಯ ಒಟ್ಟು 192 ಲಕ್ಷ ಡೋಸ್‌ಗಳನ್ನು ರಾಜ್ಯಗಳಿಗೆ ಉಚಿತವಾಗಿ ಪೂರೈಸಲಾಗುವುದು ಎಂದು ಕೇಂದ್ರ ಆರೋಗ್ಯ ಸಚಿವಾಲಯ ತಿಳಿಸಿದೆ. ಮೇ 16 ರಿಂದ 31ರ ವರೆಗೆ ಈ ಲಸಿಕೆಗಳನ್ನು ಹಂಚಿಕೆ ಮಾಡಲಾಗುವುದು. ನಿಗದಿತ ಪ್ರಮಾಣದಲ್ಲಿ ಲಸಿಕೆ ವಿತರಿಸಲು ರಾಜ್ಯಗಳು ಮುಂಚಿತವಾಗಿ ಯೋಜನೆ ರೂಪಿಸಿಕೊಳ್ಳಬೇಕು. ಲಸಿಕೆ ವ್ಯರ್ಥವಾಗದಂತೆ ನೋಡಿಕೊಳ್ಳುವುದು ಅತ್ಯಗತ್ಯ ಎಂದು ತಿಳಿಸಿದೆ. ಲಸಿಕೆಗೆ ಕೊರತೆ ಇಲ್ಲ: ಈವರೆಗೆ ದೇಶದಲ್ಲಿ 17.93 ಕೋಟಿ ಡೋಸ್ ಲಸಿಕೆಗಳನ್ನು ವಿತರಿಸಲಾಗಿದೆ. ರಾಜ್ಯಗಳ ಬಳಿ ಇನ್ನೂ ಸಾಕಷ್ಟು ಡೋಸ್‌ಗಳು ಲಭ್ಯವಿದ್ದು ಲಸಿಕಾ ಅಭಿಯಾನ ಸುಗಮವಾಗಿ ನಡೆಯುತ್ತಿದೆ. ಮೊದಲ ಡೋಸ್ ಪಡೆದವರಿಗೆ ಎರಡನೇ ಡೋಸ್ ನೀಡಲು ಆದ್ಯತೆ ನೀಡಬೇಕು ಎಂದು ಸೂಚಿಸಲಾಗಿದೆ. ಕೇಂದ್ರ ಸರ್ಕಾರ ಈವರೆಗೆ ಸುಮಾರು 20 ಕೋಟಿಗೂ ಹೆಚ್ಚು ಡೋಸ್‌ಗಳನ್ನು ಉಚಿತವಾಗಿ ನೀಡಿದೆ. ರಾಜ್ಯಗಳು ನೇರವಾಗಿ ಖರೀದಿಸಿದ ಡೋಸ್‌ಗಳೂ ಇದರಲ್ಲಿ ಸೇರಿವೆ. ಪ್ರತಿ ದಿನ ಸರಾಸರಿ ಲಕ್ಷಾಂತರ ಮಂದಿಗೆ ಲಸಿಕೆ ನೀಡಲಾಗುತ್ತಿದೆ ಎಂದು ಅಂಕಿ ಅಂಶಗಳು ತಿಳಿಸಿವೆ. <box>79 852 471 1002</box>
left-text-4 <box>79 1565 471 1849</box>
reg-dot-cyan-3 <box>1411 2307 1420 2316</box>
workers-kicker <box>1081 553 1489 583</box>
